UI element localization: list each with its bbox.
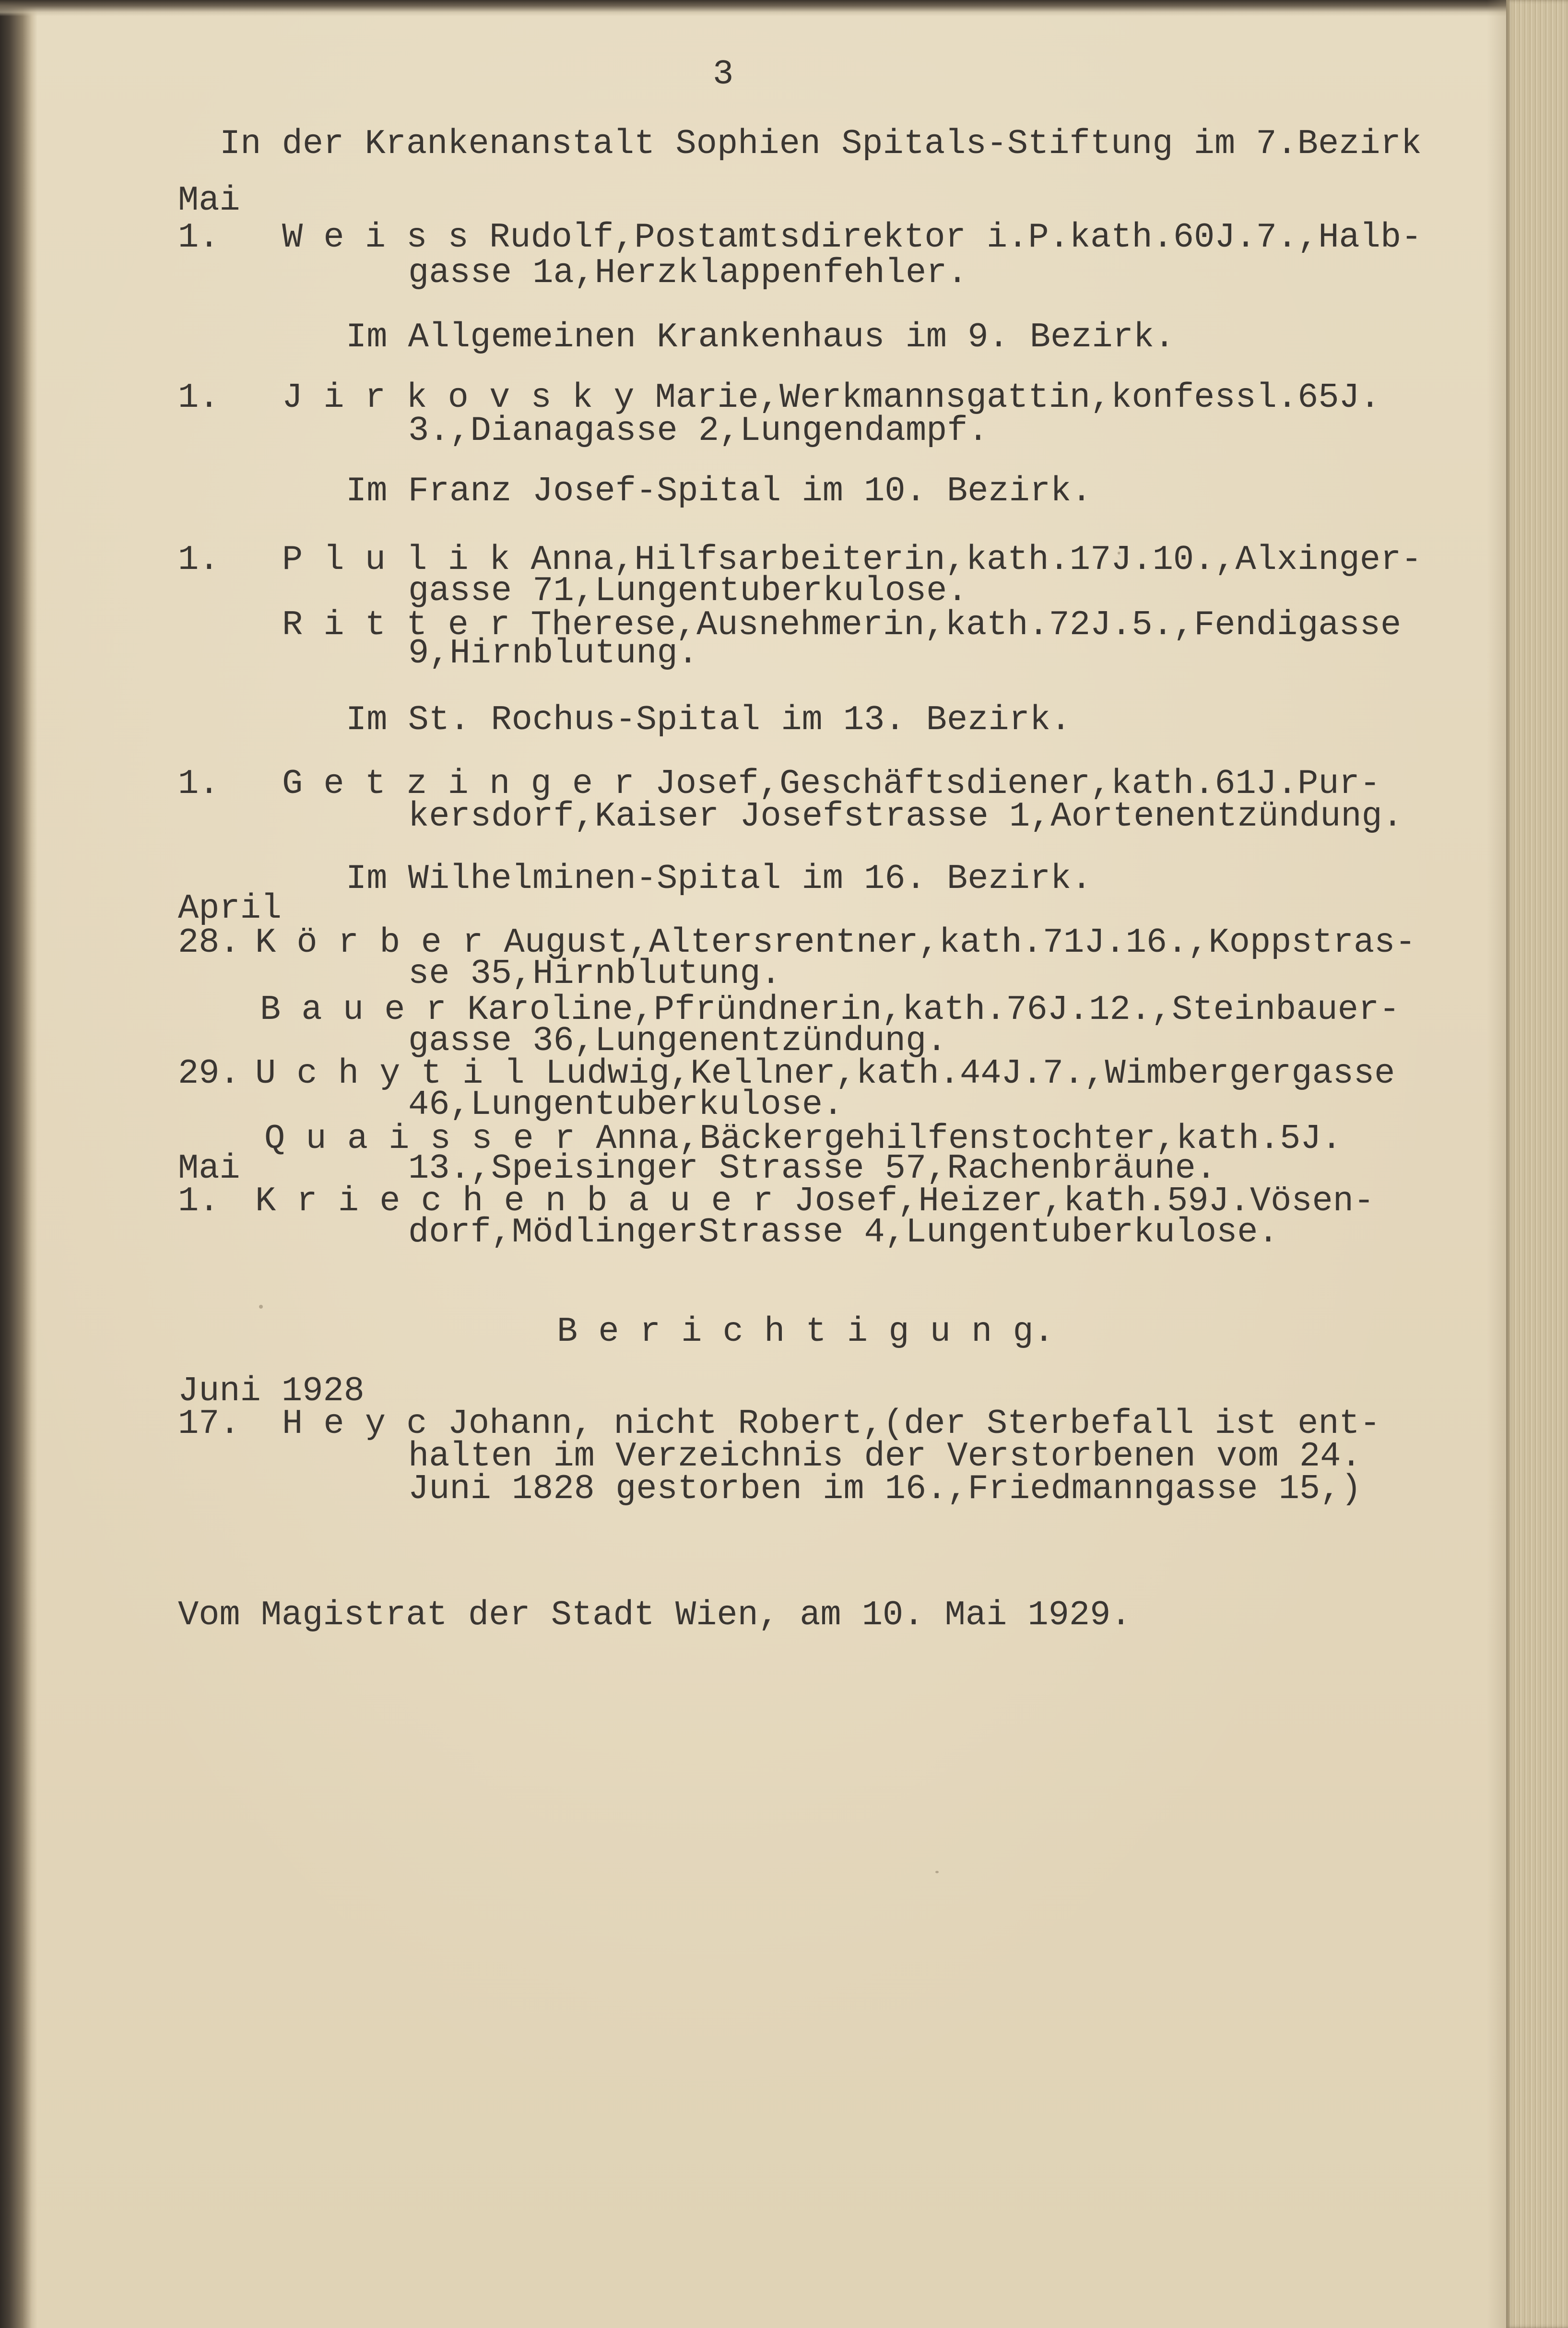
entry-day-label: 1. (178, 540, 220, 579)
entry-day-label: 1. (178, 764, 220, 804)
entry-continuation: 13.,Speisinger Strasse 57,Rachenbräune. (408, 1149, 1217, 1188)
entry-month-label: Mai (178, 1149, 240, 1188)
entry-text: U c h y t i l Ludwig,Kellner,kath.44J.7.,Wimbergergasse (255, 1054, 1395, 1093)
entry-continuation: gasse 1a,Herzklappenfehler. (408, 253, 968, 293)
entry-continuation: se 35,Hirnblutung. (408, 954, 781, 993)
stacked-page-edges (1506, 0, 1568, 2328)
entry-day-label: 1. (178, 218, 220, 257)
entry-text: Q u a i s s e r Anna,Bäckergehilfenstochter,kath.5J. (264, 1119, 1342, 1158)
entry-day-label: 1. (178, 1182, 220, 1221)
entry-day-label: 28. (178, 923, 240, 962)
entry-continuation: Juni 1828 gestorben im 16.,Friedmanngasse 15,) (408, 1469, 1362, 1509)
entry-text: W e i s s Rudolf,Postamtsdirektor i.P.kath.60J.7.,Halb- (282, 218, 1422, 257)
entry-continuation: 3.,Dianagasse 2,Lungendampf. (408, 411, 989, 450)
entry-text: R i t t e r Therese,Ausnehmerin,kath.72J.5.,Fendigasse (282, 605, 1402, 645)
entry-text: G e t z i n g e r Josef,Geschäftsdiener,kath.61J.Pur- (282, 764, 1380, 804)
correction-heading: B e r i c h t i g u n g. (557, 1312, 1054, 1351)
entry-text: H e y c Johann, nicht Robert,(der Sterbefall ist ent- (282, 1404, 1380, 1443)
entry-continuation: kersdorf,Kaiser Josefstrasse 1,Aortenentzündung. (408, 797, 1403, 836)
section-heading: In der Krankenanstalt Sophien Spitals-Stiftung im 7.Bezirk (220, 124, 1422, 164)
section-heading: Im St. Rochus-Spital im 13. Bezirk. (346, 700, 1072, 740)
entry-continuation: 46,Lungentuberkulose. (408, 1085, 844, 1124)
entry-day-label: 29. (178, 1054, 240, 1093)
entry-text: B a u e r Karoline,Pfründnerin,kath.76J.12.,Steinbauer- (260, 990, 1400, 1029)
paper-speck (935, 1871, 939, 1873)
entry-continuation: 9,Hirnblutung. (408, 634, 698, 673)
entry-continuation: dorf,MödlingerStrasse 4,Lungentuberkulose. (408, 1213, 1279, 1252)
entry-continuation: gasse 36,Lungenentzündung. (408, 1021, 947, 1061)
page-number: 3 (713, 55, 734, 94)
entry-text: P l u l i k Anna,Hilfsarbeiterin,kath.17J.10.,Alxinger- (282, 540, 1422, 579)
paper-speck (259, 1305, 263, 1309)
section-heading: Im Franz Josef-Spital im 10. Bezirk. (346, 472, 1092, 511)
entry-continuation: gasse 71,Lungentuberkulose. (408, 571, 968, 611)
entry-continuation: halten im Verzeichnis der Verstorbenen vom 24. (408, 1437, 1362, 1476)
closing-line: Vom Magistrat der Stadt Wien, am 10. Mai 1929. (178, 1595, 1132, 1635)
entry-month-label: April (178, 889, 282, 928)
entry-day-label: 17. (178, 1404, 240, 1443)
section-heading: Im Wilhelminen-Spital im 16. Bezirk. (346, 859, 1092, 898)
book-binding (0, 0, 37, 2328)
entry-month-label: Juni 1928 (178, 1371, 365, 1411)
page-top-edge (0, 0, 1568, 16)
entry-month-label: Mai (178, 181, 240, 220)
entry-text: K ö r b e r August,Altersrentner,kath.71J.16.,Koppstras- (255, 923, 1416, 962)
page-shadow (1487, 0, 1507, 2328)
entry-text: K r i e c h e n b a u e r Josef,Heizer,kath.59J.Vösen- (255, 1182, 1375, 1221)
entry-day-label: 1. (178, 378, 220, 417)
section-heading: Im Allgemeinen Krankenhaus im 9. Bezirk. (346, 318, 1175, 357)
entry-text: J i r k o v s k y Marie,Werkmannsgattin,konfessl.65J. (282, 378, 1380, 417)
